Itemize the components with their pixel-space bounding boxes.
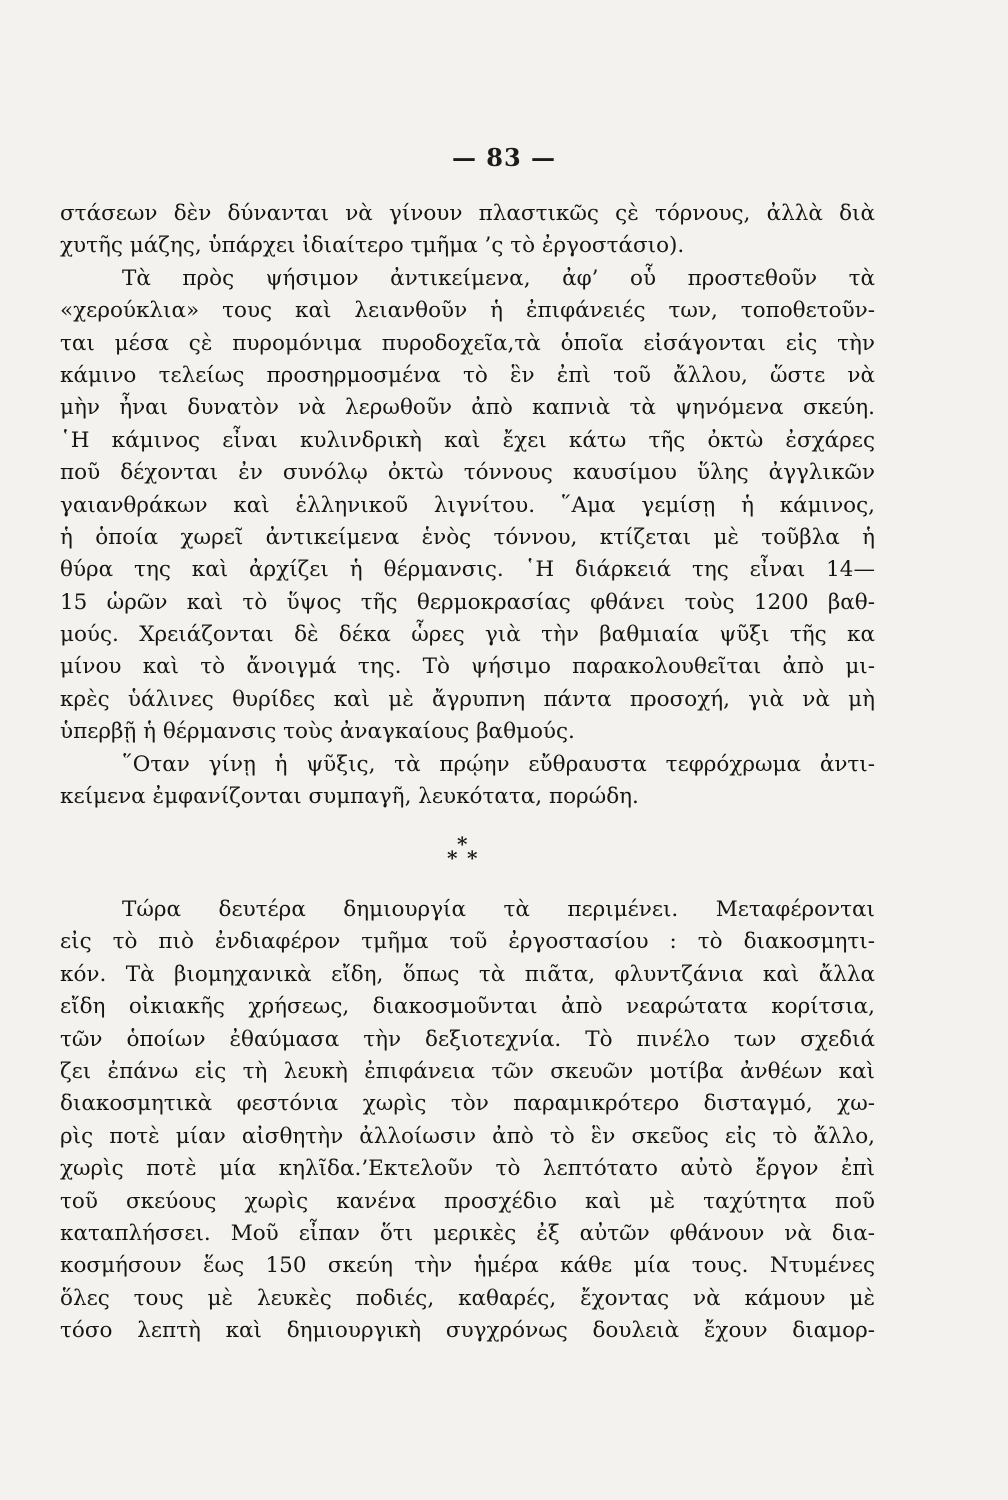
text-line: κρὲς ὑάλινες θυρίδες καὶ μὲ ἄγρυπνη πάντα προσοχή, γιὰ νὰ μὴ xyxy=(60,686,875,712)
text-line: Τὰ πρὸς ψήσιμον ἀντικείμενα, ἀφ’ οὗ προστεθοῦν τὰ xyxy=(122,265,875,291)
text-line: ποῦ δέχονται ἐν συνόλῳ ὀκτὼ τόννους καυσίμου ὕλης ἀγγλικῶν xyxy=(60,460,875,486)
asterisk-mark: * xyxy=(467,846,478,870)
text-line: χυτῆς μάζης, ὑπάρχει ἰδιαίτερο τμῆμα ’ς τὸ ἐργοστάσιο). xyxy=(60,233,685,259)
text-line: ὅλες τους μὲ λευκὲς ποδιές, καθαρές, ἔχοντας νὰ κάμουν μὲ xyxy=(60,1285,875,1311)
text-line: καταπλήσσει. Μοῦ εἶπαν ὅτι μερικὲς ἐξ αὐτῶν φθάνουν νὰ δια- xyxy=(60,1220,875,1246)
text-line: ἡ ὁποία χωρεῖ ἀντικείμενα ἑνὸς τόννου, κτίζεται μὲ τοῦβλα ἡ xyxy=(60,524,875,550)
text-line: ῾Η κάμινος εἶναι κυλινδρικὴ καὶ ἔχει κάτω τῆς ὀκτὼ ἐσχάρες xyxy=(60,427,875,453)
text-line: μίνου καὶ τὸ ἄνοιγμά της. Τὸ ψήσιμο παρακολουθεῖται ἀπὸ μι- xyxy=(60,654,875,680)
asterisk-mark: * xyxy=(457,832,468,856)
text-line: ὑπερβῇ ἡ θέρμανσις τοὺς ἀναγκαίους βαθμούς. xyxy=(60,719,575,745)
text-line: 15 ὡρῶν καὶ τὸ ὕψος τῆς θερμοκρασίας φθάνει τοὺς 1200 βαθ- xyxy=(60,589,875,615)
text-line: κάμινο τελείως προσηρμοσμένα τὸ ἓν ἐπὶ τοῦ ἄλλου, ὥστε νὰ xyxy=(60,362,875,388)
text-line: Τώρα δευτέρα δημιουργία τὰ περιμένει. Μεταφέρονται xyxy=(122,897,875,922)
text-line: «χερούκλια» τους καὶ λειανθοῦν ἡ ἐπιφάνειές των, τοποθετοῦν- xyxy=(60,298,875,324)
text-line: ρὶς ποτὲ μίαν αἰσθητὴν ἀλλοίωσιν ἀπὸ τὸ ἓν σκεῦος εἰς τὸ ἄλλο, xyxy=(60,1123,875,1149)
text-line: γαιανθράκων καὶ ἑλληνικοῦ λιγνίτου. ῞Αμα γεμίσῃ ἡ κάμινος, xyxy=(60,492,875,518)
text-line: τόσο λεπτὴ καὶ δημιουργικὴ συγχρόνως δουλειὰ ἔχουν διαμορ- xyxy=(60,1318,875,1344)
text-line: κοσμήσουν ἕως 150 σκεύη τὴν ἡμέρα κάθε μία τους. Ντυμένες xyxy=(60,1253,875,1279)
text-line: μὴν ἦναι δυνατὸν νὰ λερωθοῦν ἀπὸ καπνιὰ τὰ ψηνόμενα σκεύη. xyxy=(60,395,875,421)
text-line: ται μέσα ςὲ πυρομόνιμα πυροδοχεῖα,τὰ ὁποῖα εἰσάγονται εἰς τὴν xyxy=(60,330,875,356)
text-line: ζει ἐπάνω εἰς τὴ λευκὴ ἐπιφάνεια τῶν σκευῶν μοτίβα ἀνθέων καὶ xyxy=(60,1058,875,1084)
text-line: κόν. Τὰ βιομηχανικὰ εἴδη, ὅπως τὰ πιᾶτα, φλυντζάνια καὶ ἄλλα xyxy=(60,961,875,987)
text-line: κείμενα ἐμφανίζονται συμπαγῆ, λευκότατα, πορώδη. xyxy=(60,784,639,810)
paragraph-block-kilning xyxy=(60,198,875,813)
text-line: στάσεων δὲν δύνανται νὰ γίνουν πλαστικῶς ςὲ τόρνους, ἀλλὰ διὰ xyxy=(60,201,875,226)
text-line: ῞Οταν γίνῃ ἡ ψῦξις, τὰ πρῴην εὔθραυστα τεφρόχρωμα ἀντι- xyxy=(122,751,875,777)
asterisk-mark: * xyxy=(447,846,458,870)
text-line: διακοσμητικὰ φεστόνια χωρὶς τὸν παραμικρότερο δισταγμό, χω- xyxy=(60,1091,875,1117)
text-line: θύρα της καὶ ἀρχίζει ἡ θέρμανσις. ῾Η διάρκειά της εἶναι 14— xyxy=(60,557,875,583)
page-number: — 83 — xyxy=(451,143,557,172)
text-line: μούς. Χρειάζονται δὲ δέκα ὧρες γιὰ τὴν βαθμιαία ψῦξι τῆς κα xyxy=(60,622,875,648)
section-divider-asterism xyxy=(445,832,485,872)
text-line: χωρὶς ποτὲ μία κηλῖδα.’Εκτελοῦν τὸ λεπτότατο αὐτὸ ἔργον ἐπὶ xyxy=(60,1156,875,1182)
paragraph-block-decoration xyxy=(60,894,875,1347)
text-line: τοῦ σκεύους χωρὶς κανένα προσχέδιο καὶ μὲ ταχύτητα ποῦ xyxy=(60,1188,875,1214)
text-line: εἴδη οἰκιακῆς χρήσεως, διακοσμοῦνται ἀπὸ νεαρώτατα κορίτσια, xyxy=(60,994,875,1020)
text-line: εἰς τὸ πιὸ ἐνδιαφέρον τμῆμα τοῦ ἐργοστασίου : τὸ διακοσμητι- xyxy=(60,929,875,955)
text-line: τῶν ὁποίων ἐθαύμασα τὴν δεξιοτεχνία. Τὸ πινέλο των σχεδιά xyxy=(60,1026,875,1052)
